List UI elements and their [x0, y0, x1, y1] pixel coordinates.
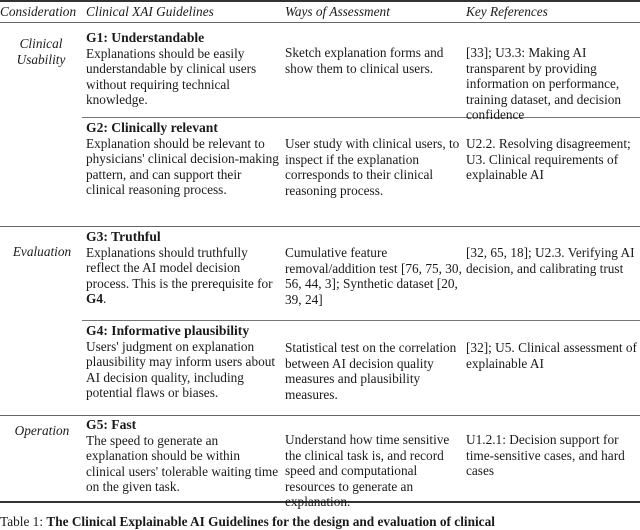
guideline-title: G2: Clinically relevant — [86, 120, 218, 135]
table-row-g3-guideline — [86, 229, 282, 307]
description-end: . — [103, 291, 107, 307]
table-row-g2-guideline — [86, 120, 282, 198]
table-row-g2-references: U2.2. Resolving disagreement; U3. Clinical requirements of explainable AI — [466, 136, 631, 183]
guideline-description: Explanation should be relevant to physicians' clinical decision-making pattern, and can support their clinical reasoning process. — [86, 135, 279, 198]
consideration-evaluation: Evaluation — [12, 244, 72, 259]
guideline-title: G4: Informative plausibility — [86, 323, 250, 338]
row-divider-g3-g4 — [82, 320, 640, 321]
caption-label: Table 1: — [0, 514, 44, 529]
g4-reference: G4 — [86, 291, 103, 307]
section-rule-usability-evaluation — [0, 226, 640, 227]
table-row-g4-assessment: Statistical test on the correlation between AI decision quality measures and plausibility measures. — [285, 340, 457, 402]
table-row-g3-assessment: Cumulative feature removal/addition test [76, 75, 30, 56, 44, 3]; Synthetic dataset [20, 39, 24] — [285, 245, 462, 307]
header-consideration: Consideration — [0, 4, 77, 19]
header-references: Key References — [466, 4, 548, 19]
table-row-g4-references: [32]; U5. Clinical assessment of explainable AI — [466, 340, 637, 371]
table-caption — [0, 514, 640, 530]
guideline-title: G3: Truthful — [86, 229, 161, 244]
consideration-clinical-usability: Clinical Usability — [16, 36, 66, 67]
table-row-g1-guideline — [86, 30, 282, 108]
guideline-description: Explanations should be easily understandable by clinical users without requiring technical knowledge. — [86, 45, 257, 108]
top-rule — [0, 0, 640, 2]
table-row-g1-assessment: Sketch explanation forms and show them to clinical users. — [285, 45, 444, 76]
guideline-description: Users' judgment on explanation plausibility may inform users about AI decision quality, including potential flaws or biases. — [86, 338, 276, 401]
table-row-g5-assessment: Understand how time sensitive the clinical task is, and record speed and computational resources to generate an explanation. — [285, 432, 450, 510]
table-row-g1-references: [33]; U3.3: Making AI transparent by providing information on performance, training dataset, and decision confidence — [466, 45, 622, 123]
guideline-title: G5: Fast — [86, 417, 137, 432]
caption-text: The Clinical Explainable AI Guidelines for the design and evaluation of clinical — [46, 514, 495, 529]
header-assessment: Ways of Assessment — [285, 4, 390, 19]
description-text: Explanations should truthfully reflect the AI model decision process. This is the prerequisite for — [86, 244, 273, 291]
section-rule-evaluation-operation — [0, 415, 640, 416]
guideline-description — [86, 245, 282, 307]
table-row-g4-guideline — [86, 323, 282, 401]
table-row-g5-guideline — [86, 417, 282, 495]
header-rule — [0, 22, 640, 23]
guideline-title: G1: Understandable — [86, 30, 205, 45]
table-row-g2-assessment: User study with clinical users, to inspect if the explanation corresponds to their clinical reasoning process. — [285, 136, 460, 198]
table-row-g5-references: U1.2.1: Decision support for time-sensitive cases, and hard cases — [466, 432, 625, 479]
header-guidelines: Clinical XAI Guidelines — [86, 4, 214, 19]
guideline-description: The speed to generate an explanation should be within clinical users' tolerable waiting time on the given task. — [86, 432, 279, 495]
table-row-g3-references: [32, 65, 18]; U2.3. Verifying AI decision, and calibrating trust — [466, 245, 635, 276]
consideration-operation: Operation — [14, 423, 70, 438]
